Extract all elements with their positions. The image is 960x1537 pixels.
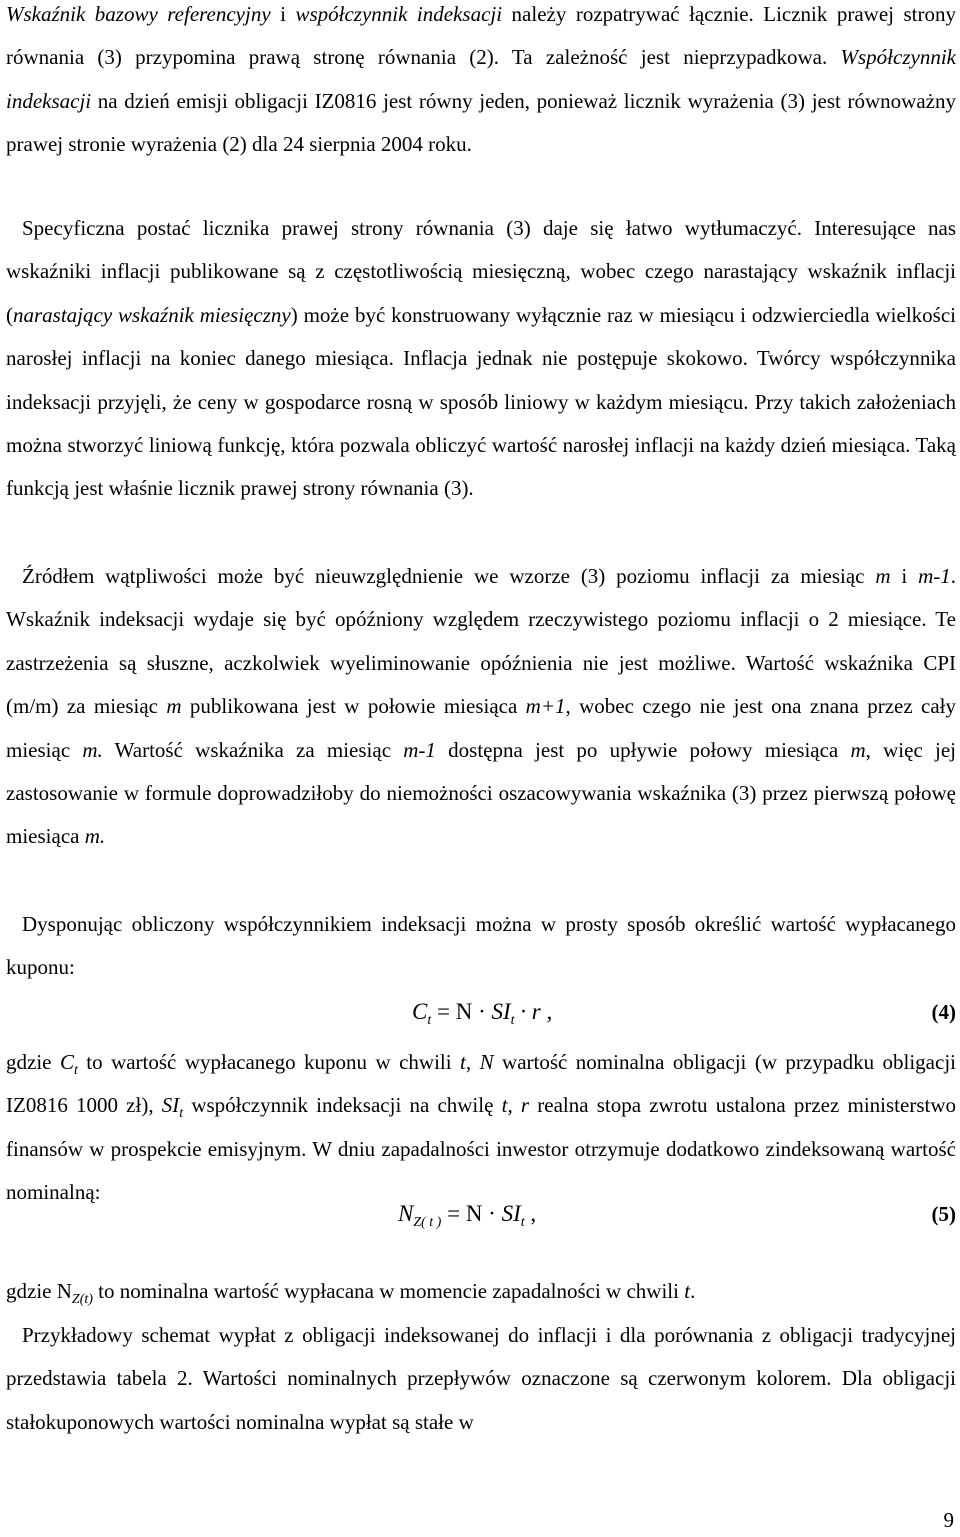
paragraph-6 [6, 1270, 956, 1313]
math-var: m [875, 564, 891, 588]
math-var: C [412, 999, 428, 1024]
text: należy rozpatrywać łącznie. Licznik prawej strony równania (3) przypomina prawą stronę równania (2). Ta zależność jest nieprzypadkowa. [6, 2, 956, 70]
formula [398, 1192, 536, 1236]
text: Dysponując obliczony współczynnikiem indeksacji można w prosty sposób określić wartość wypłacanego kuponu: [6, 912, 956, 980]
math-var: N [398, 1201, 414, 1226]
math-var: N [479, 1050, 494, 1074]
text: to nominalna wartość wypłacana w momencie zapadalności w chwili [92, 1279, 685, 1303]
math-var: m. [84, 824, 106, 849]
text: gdzie N [6, 1279, 72, 1303]
text: Wartość wskaźnika za miesiąc [102, 737, 404, 762]
text: i [270, 2, 296, 26]
math-var: m. [82, 737, 103, 762]
math-op: = N · [441, 1201, 502, 1226]
math-var: m [166, 694, 182, 719]
text: , [465, 1050, 480, 1074]
text: gdzie [6, 1050, 60, 1074]
paragraph-2 [6, 207, 956, 511]
math-sub: Z( t ) [413, 1215, 442, 1230]
math-var: m-1 [918, 564, 951, 588]
text: to wartość wypłacanego kuponu w chwili [77, 1050, 461, 1074]
math-var: SI [501, 1201, 521, 1226]
paragraph-7 [6, 1314, 956, 1444]
text: Źródłem wątpliwości może być nieuwzględnienie we wzorze (3) poziomu inflacji za miesiąc [22, 564, 876, 588]
text: , [507, 1093, 521, 1118]
math-sub: t [179, 1106, 184, 1122]
text: , wobec czego nie jest ona znana przez cały miesiąc [6, 694, 956, 762]
text: dostępna jest po upływie połowy miesiąca [435, 737, 851, 762]
paragraph-5 [6, 1041, 956, 1215]
math-var: · r , [514, 999, 553, 1024]
equation-number: (5) [931, 1202, 956, 1226]
equation-4 [6, 990, 956, 1034]
italic-term: współczynnik indeksacji [295, 2, 503, 26]
math-sub: t [73, 1063, 78, 1078]
equation-number: (4) [931, 1000, 956, 1024]
text: , więc jej zastosowanie w formule doprowadziłoby do niemożności oszacowywania wskaźnika (3) przez pierwszą połowę miesiąca [6, 737, 956, 849]
text: współczynnik indeksacji na chwilę [183, 1093, 502, 1118]
math-sub: t [520, 1215, 525, 1230]
math-var: m [850, 737, 866, 762]
text: . [690, 1279, 696, 1303]
math-var: C [59, 1050, 74, 1074]
math-op: , [524, 1201, 537, 1226]
math-var: SI [491, 999, 511, 1024]
text: Przykładowy schemat wypłat z obligacji indeksowanej do inflacji i dla porównania z obligacji tradycyjnej przedstawia tabela 2. Wartości nominalnych przepływów oznaczone są czerwonym kolorem. Dla obligacji stałokuponowych wartości nominalna wypłat są stałe w [6, 1323, 956, 1434]
math-var: SI [161, 1093, 180, 1118]
math-var: t [501, 1093, 508, 1118]
math-op: = N · [431, 999, 492, 1024]
text: publikowana jest w połowie miesiąca [181, 694, 526, 719]
text: ) może być konstruowany wyłącznie raz w miesiącu i odzwierciedla wielkości narosłej inflacji na koniec danego miesiąca. Inflacja jednak nie postępuje skokowo. Twórcy współczynnika indeksacji przyjęli, że ceny w gospodarce rosną w sposób liniowy w każdym miesiącu. Przy takich założeniach można stworzyć liniową funkcję, która pozwala obliczyć wartość narosłej inflacji na każdy dzień miesiąca. Taką funkcją jest właśnie licznik prawej strony równania (3). [6, 302, 956, 501]
text: Specyficzna postać licznika prawej strony równania (3) daje się łatwo wytłumaczyć. Interesujące nas wskaźniki inflacji publikowane są z częstotliwością miesięczną, wobec czego narastający wskaźnik inflacji ( [6, 216, 956, 327]
math-var: t [684, 1279, 691, 1303]
italic-term: Wskaźnik bazowy referencyjny [6, 2, 271, 26]
text: i [890, 564, 919, 588]
math-var: r [520, 1093, 530, 1118]
math-sub: Z(t) [71, 1292, 93, 1307]
math-sub: t [427, 1013, 432, 1028]
text: na dzień emisji obligacji IZ0816 jest równy jeden, ponieważ licznik wyrażenia (3) jest równoważny prawej stronie wyrażenia (2) dla 24 sierpnia 2004 roku. [6, 88, 956, 157]
text: . Wskaźnik indeksacji wydaje się być opóźniony względem rzeczywistego poziomu inflacji o 2 miesiące. Te zastrzeżenia są słuszne, aczkolwiek wyeliminowanie opóźnienia nie jest możliwe. Wartość wskaźnika CPI (m/m) za miesiąc [6, 564, 956, 719]
math-var: t [460, 1050, 466, 1074]
formula [412, 990, 552, 1034]
italic-term: Współczynnik indeksacji [6, 45, 956, 113]
paragraph-1 [6, 0, 956, 167]
equation-5 [6, 1192, 956, 1236]
italic-term: narastający wskaźnik miesięczny [13, 302, 291, 327]
math-var: m+1 [525, 694, 566, 719]
math-var: m-1 [403, 737, 436, 762]
paragraph-4 [6, 903, 956, 990]
paragraph-3 [6, 555, 956, 859]
text: realna stopa zwrotu ustalona przez ministerstwo finansów w prospekcie emisyjnym. W dniu zapadalności inwestor otrzymuje dodatkowo zindeksowaną wartość nominalną: [6, 1093, 956, 1205]
page-number: 9 [943, 1508, 954, 1532]
math-sub: t [510, 1013, 515, 1028]
text: wartość nominalna obligacji (w przypadku obligacji IZ0816 1000 zł), [6, 1050, 956, 1118]
